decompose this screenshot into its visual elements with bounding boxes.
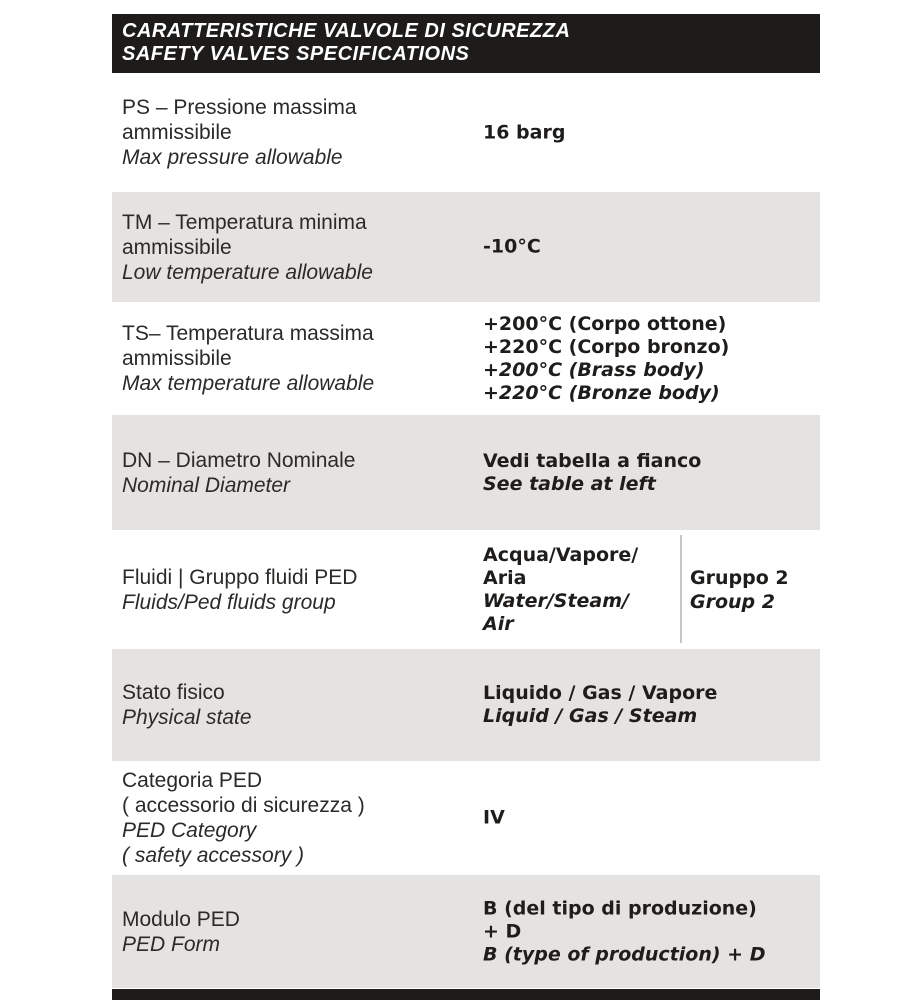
- label-line: Fluids/Ped fluids group: [122, 590, 336, 614]
- value-line: + D: [483, 920, 522, 942]
- label-line: Stato fisico: [122, 681, 225, 704]
- label-line: ammissibile: [122, 347, 232, 370]
- row-tm-min-temperature: [112, 192, 820, 302]
- value-line: Water/Steam/: [483, 589, 629, 612]
- label-line: PED Form: [122, 932, 221, 956]
- label-line: TS– Temperatura massima: [122, 322, 374, 345]
- row-ped-category: [112, 761, 820, 875]
- header-title-english: SAFETY VALVES SPECIFICATIONS: [122, 43, 470, 65]
- label-line: Nominal Diameter: [122, 473, 291, 497]
- header-title-italian: CARATTERISTICHE VALVOLE DI SICUREZZA: [122, 20, 571, 42]
- label-line: PED Category: [122, 819, 257, 842]
- row-value-tm-min-temperature: [483, 236, 541, 259]
- row-fluids-ped-group: [112, 530, 820, 649]
- spec-rows: [112, 73, 820, 988]
- row-value-fluids-ped-group: [483, 544, 638, 636]
- row-value2-fluids-ped-group: [690, 566, 789, 614]
- value-line: Air: [483, 612, 514, 635]
- value-line: IV: [483, 806, 505, 829]
- label-line: ammissibile: [122, 121, 232, 144]
- column-divider: [680, 535, 682, 643]
- row-label-ts-max-temperature: [112, 321, 472, 396]
- label-line: Max pressure allowable: [122, 146, 343, 169]
- row-label-physical-state: [112, 680, 472, 730]
- row-label-tm-min-temperature: [112, 210, 472, 285]
- value-line: +220°C (Corpo bronzo): [483, 335, 730, 358]
- label-line: Fluidi | Gruppo fluidi PED: [122, 565, 358, 589]
- row-value-physical-state: [483, 682, 717, 728]
- value-line: See table at left: [483, 472, 656, 495]
- label-line: TM – Temperatura minima: [122, 210, 367, 234]
- row-physical-state: [112, 649, 820, 761]
- label-line: Physical state: [122, 706, 252, 729]
- value-line: B (del tipo di produzione): [483, 897, 757, 919]
- label-line: Max temperature allowable: [122, 372, 375, 395]
- label-line: Low temperature allowable: [122, 260, 373, 284]
- row-value-ps-max-pressure: [483, 121, 565, 144]
- label-line: ( accessorio di sicurezza ): [122, 794, 365, 817]
- row-ped-form: [112, 875, 820, 988]
- table-header-bar: [112, 14, 820, 73]
- label-line: DN – Diametro Nominale: [122, 448, 356, 472]
- value-line: Group 2: [690, 590, 775, 613]
- value-line: B (type of production) + D: [483, 943, 766, 965]
- row-ts-max-temperature: [112, 302, 820, 415]
- row-label-ps-max-pressure: [112, 95, 472, 170]
- row-value-ped-form: [483, 897, 765, 966]
- label-line: Modulo PED: [122, 907, 240, 931]
- value-line: 16 barg: [483, 121, 566, 143]
- row-label-ped-category: [112, 768, 472, 868]
- value-line: Vedi tabella a fianco: [483, 449, 702, 472]
- row-label-ped-form: [112, 907, 472, 957]
- row-label-dn-nominal-diameter: [112, 448, 472, 498]
- value-line: Aria: [483, 566, 527, 589]
- footer-bar: [112, 989, 820, 1000]
- value-line: Acqua/Vapore/: [483, 543, 639, 566]
- row-value-dn-nominal-diameter: [483, 450, 701, 496]
- row-value-ped-category: [483, 807, 505, 830]
- label-line: ( safety accessory ): [122, 844, 305, 867]
- value-line: Liquid / Gas / Steam: [483, 705, 698, 727]
- value-line: +200°C (Corpo ottone): [483, 312, 727, 335]
- value-line: +220°C (Bronze body): [483, 381, 720, 404]
- row-label-fluids-ped-group: [112, 565, 472, 615]
- row-ps-max-pressure: [112, 73, 820, 192]
- row-dn-nominal-diameter: [112, 415, 820, 530]
- label-line: ammissibile: [122, 235, 232, 259]
- label-line: Categoria PED: [122, 769, 263, 792]
- value-line: -10°C: [483, 235, 541, 258]
- spec-table: [112, 14, 820, 1000]
- value-line: +200°C (Brass body): [483, 358, 705, 381]
- label-line: PS – Pressione massima: [122, 96, 357, 119]
- row-value-ts-max-temperature: [483, 313, 729, 405]
- value-line: Liquido / Gas / Vapore: [483, 682, 718, 704]
- value-line: Gruppo 2: [690, 566, 789, 589]
